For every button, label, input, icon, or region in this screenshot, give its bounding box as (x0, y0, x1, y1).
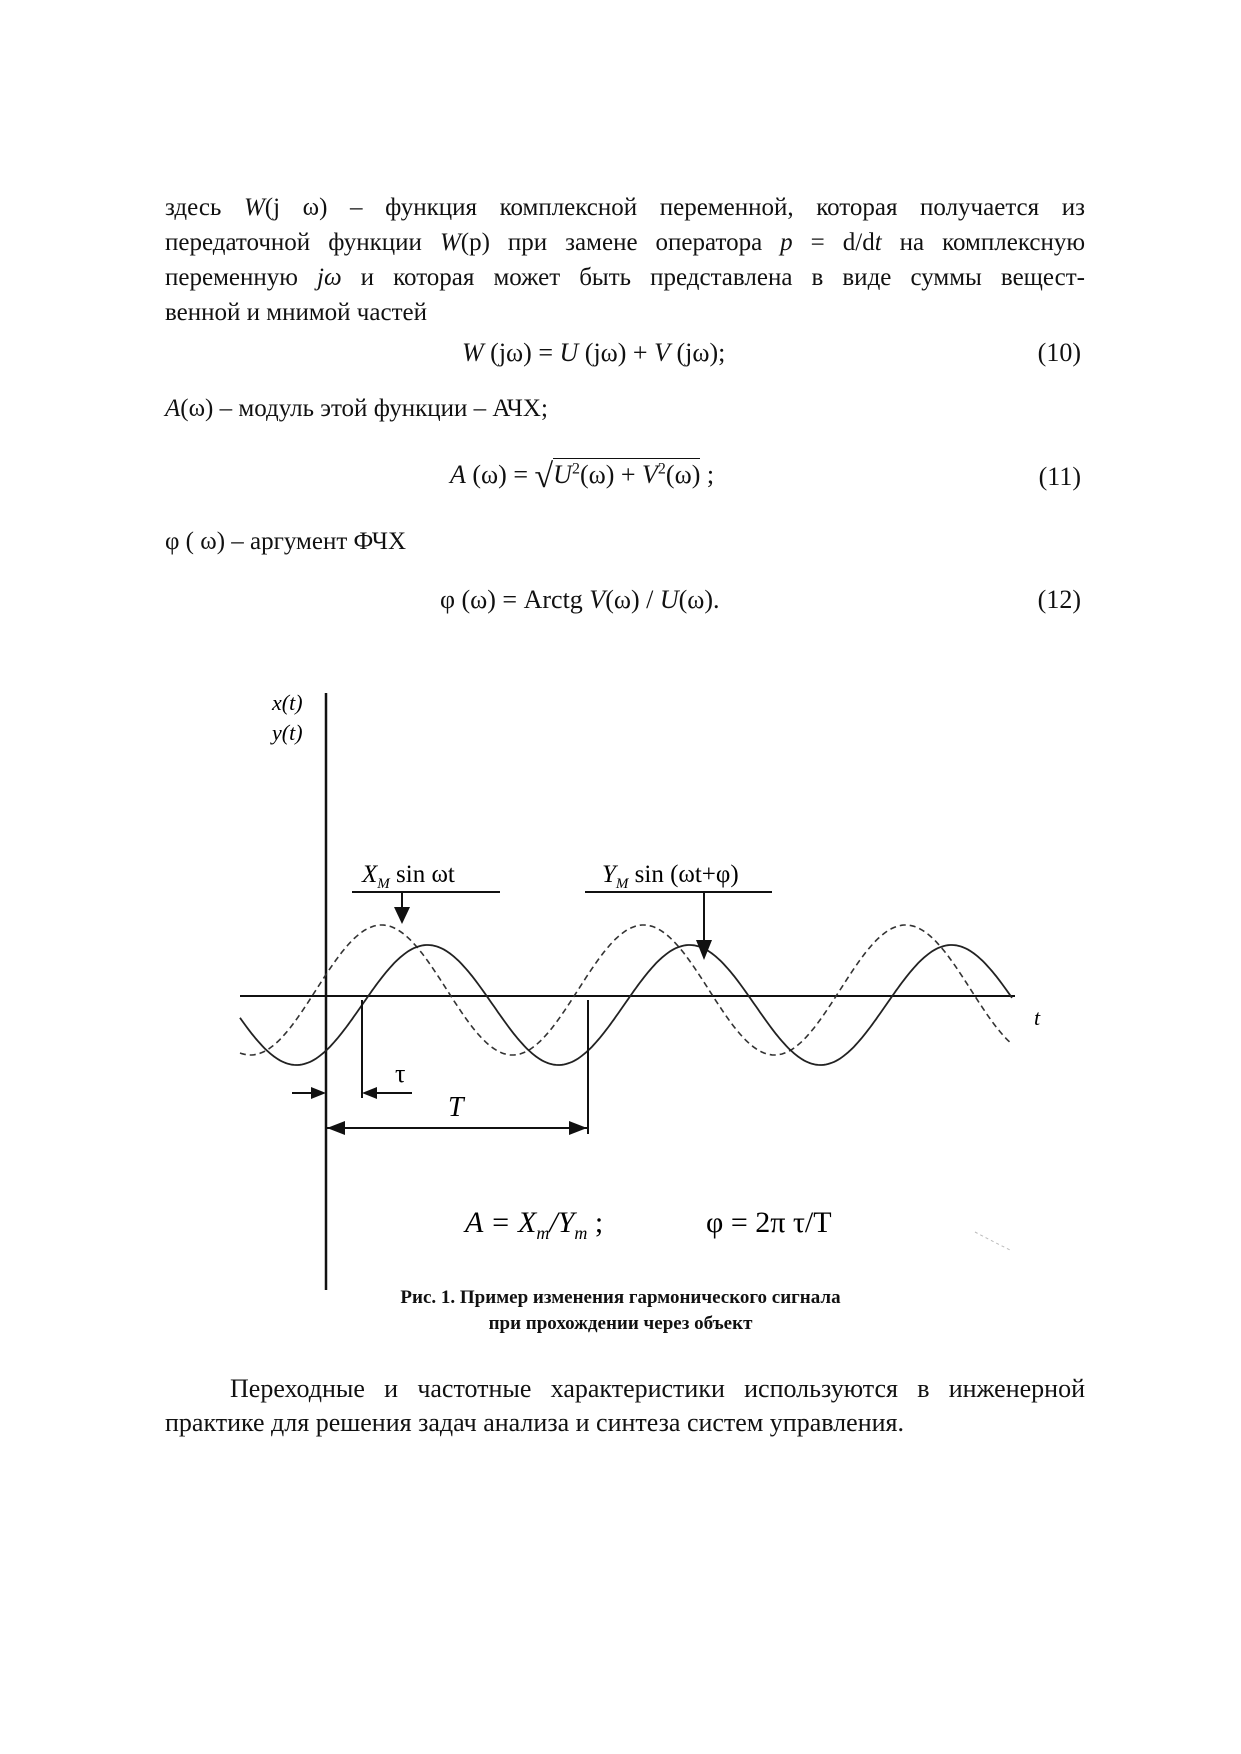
period-arrow-right-icon (569, 1121, 587, 1135)
phase-formula: φ = 2π τ/T (706, 1206, 832, 1239)
input-signal-label: $X_M$ sin ωt (362, 861, 455, 892)
y-axis-label-y: y(t) (272, 720, 303, 745)
caption-line-1: Рис. 1. Пример изменения гармонического сигнала (400, 1287, 841, 1308)
period-arrow-left-icon (327, 1121, 345, 1135)
y-axis-label-x: x(t) (272, 690, 303, 715)
tau-arrow-right-icon (362, 1087, 377, 1099)
output-label-arrowhead-icon (696, 940, 712, 960)
caption-line-2: при прохождении через объект (488, 1313, 753, 1334)
equation-11-number: (11) (1038, 462, 1081, 491)
closing-paragraph (165, 1372, 1085, 1440)
input-label-arrowhead-icon (394, 907, 410, 924)
tau-arrow-left-icon (311, 1087, 326, 1099)
radical-icon: √ (534, 458, 554, 495)
equation-12: φ (ω) = Arctg V(ω) / U(ω). (440, 585, 720, 614)
amplitude-formula: $A = X_m/Y_m$ ; (465, 1206, 604, 1243)
equation-12-number: (12) (1037, 585, 1081, 614)
figure-caption (0, 1285, 1241, 1337)
scan-mark (975, 1232, 1010, 1250)
intro-line-2: передаточной функции W(p) при замене оператора p = d/dt на комплексную (165, 229, 1085, 256)
definition-phase: φ ( ω) – аргумент ФЧХ (165, 528, 407, 555)
period-label: T (448, 1092, 464, 1123)
equation-11: A $(\omega) = √U^2(\omega) + V^2(\omega)$ ; (450, 458, 715, 495)
square-root: $√U^2(\omega) + V^2(\omega)$ (534, 458, 701, 495)
equation-10: W (jω) = U (jω) + V (jω); (462, 338, 726, 367)
closing-line-1: Переходные и частотные характеристики используются в инженерной (230, 1374, 1085, 1403)
output-sine-curve (240, 945, 1012, 1065)
definition-amplitude: A(ω) – модуль этой функции – АЧХ; (165, 395, 548, 422)
intro-line-1: здесь W(j ω) – функция комплексной переменной, которая получается из (165, 194, 1085, 221)
equation-10-number: (10) (1037, 338, 1081, 367)
intro-line-3: переменную jω и которая может быть представлена в виде суммы вещест- (165, 264, 1085, 291)
closing-line-2: практике для решения задач анализа и синтеза систем управления. (165, 1408, 904, 1437)
intro-line-4: венной и мнимой частей (165, 299, 427, 326)
output-signal-label: $Y_M$ sin (ωt+φ) (602, 861, 739, 892)
t-axis-label: t (1034, 1005, 1041, 1030)
tau-label: τ (395, 1059, 406, 1088)
